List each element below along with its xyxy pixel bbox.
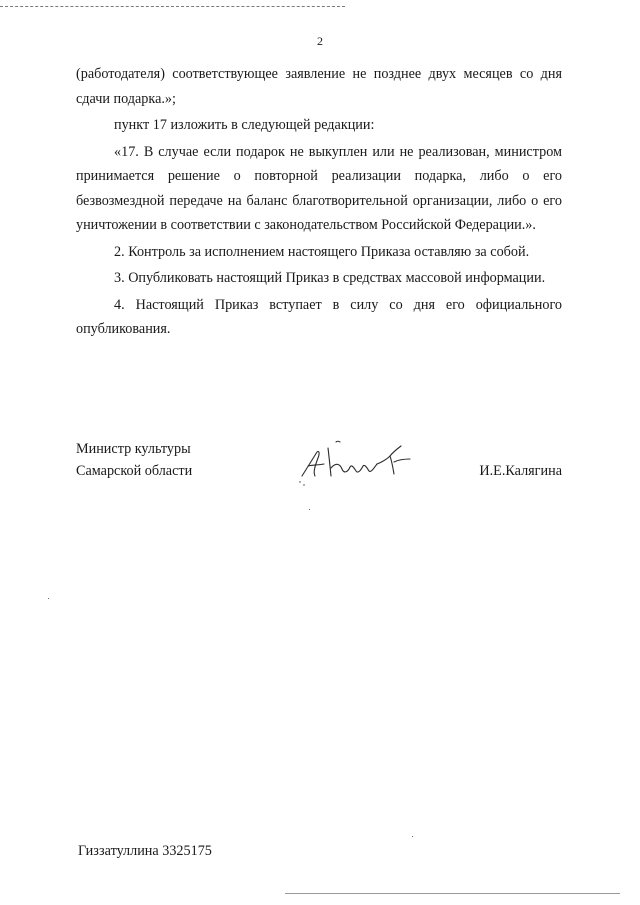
body-paragraph: 3. Опубликовать настоящий Приказ в средствах массовой информации.: [114, 270, 546, 286]
body-paragraph: 4. Настоящий Приказ вступает в силу со дня его официального опубликования.: [76, 296, 562, 337]
executor-contact: Гиззатуллина 3325175: [78, 843, 212, 859]
signatory-name: И.Е.Калягина: [479, 463, 562, 479]
scan-speck: [48, 598, 49, 599]
signature-block: [76, 438, 562, 498]
signatory-region: Самарской области: [76, 463, 193, 479]
body-paragraph: пункт 17 изложить в следующей редакции:: [114, 117, 375, 133]
handwritten-signature: [298, 438, 418, 492]
page-number: 2: [317, 34, 323, 48]
scan-speck: [412, 836, 413, 837]
body-paragraph: 2. Контроль за исполнением настоящего Приказа оставляю за собой.: [114, 243, 530, 260]
scan-edge-top: [0, 6, 345, 7]
body-paragraph: (работодателя) соответствующее заявление не позднее двух месяцев со дня сдачи подарка.»;: [76, 66, 562, 107]
scan-speck: [309, 509, 310, 510]
scan-edge-bottom: [285, 893, 620, 894]
body-paragraph: «17. В случае если подарок не выкуплен или не реализован, министром принимается решение о повторной реализации подарка, либо о его безвозмездной передаче на баланс благотворительной организации, либо о его уничтожении в соответствии с законодательством Российской Федерации.».: [76, 143, 562, 233]
document-body: [76, 62, 562, 344]
signatory-position: Министр культуры: [76, 441, 191, 457]
